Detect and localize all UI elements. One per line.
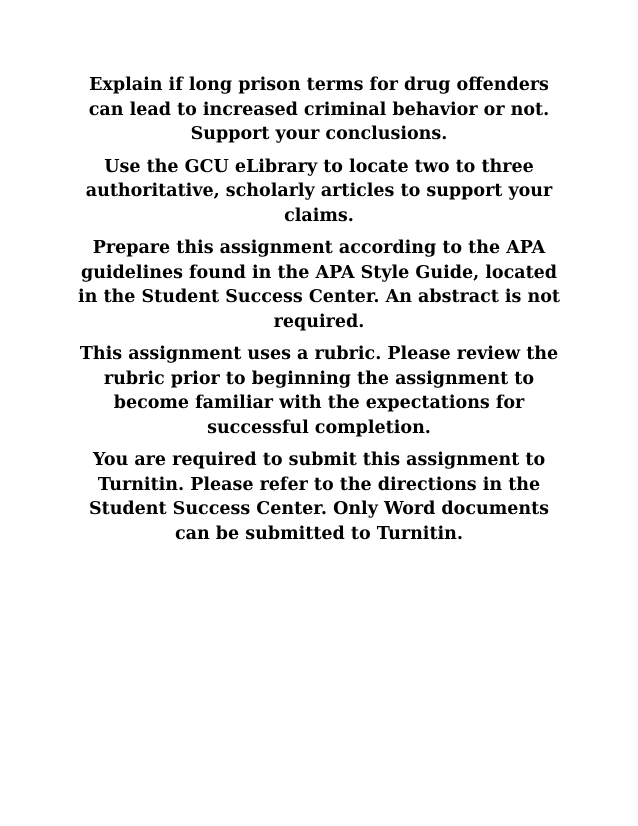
rubric-paragraph: This assignment uses a rubric. Please review the rubric prior to beginning the assignment to become familiar with the expectations for successful completion.	[79, 344, 559, 438]
assignment-instructions	[70, 73, 568, 554]
formatting-paragraph: Prepare this assignment according to the APA guidelines found in the APA Style Guide, located in the Student Success Center. An abstract is not required.	[78, 238, 560, 332]
research-paragraph: Use the GCU eLibrary to locate two to three authoritative, scholarly articles to support your claims.	[85, 156, 553, 226]
submission-paragraph: You are required to submit this assignment to Turnitin. Please refer to the directions in the Student Success Center. Only Word documents can be submitted to Turnitin.	[88, 450, 550, 544]
prompt-paragraph: Explain if long prison terms for drug offenders can lead to increased criminal behavior or not. Support your conclusions.	[88, 75, 550, 144]
